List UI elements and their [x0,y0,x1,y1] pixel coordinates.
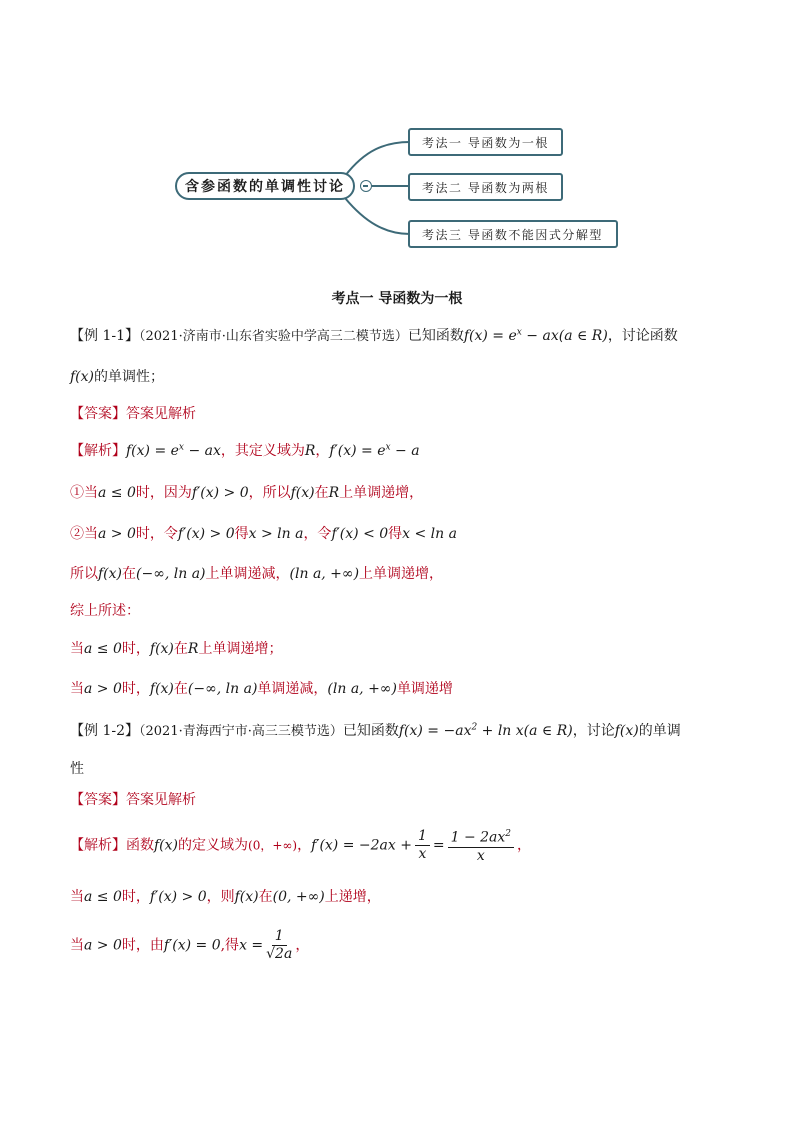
ex1-c2-m2: f′(x) > 0 [177,526,235,542]
ex1-c1-m2: f′(x) > 0 [191,485,249,501]
ex2-source: （2021·青海西宁市·高三三模节选） [139,724,343,739]
ex1-a1-sup2: x [385,442,391,453]
ex2-frac3-den: √2a [266,946,293,962]
ex2-b-m1: a ≤ 0 [84,889,122,905]
collapse-minus-icon[interactable] [360,180,372,192]
ex1-c2-m4: f′(x) < 0 [331,526,389,542]
ex2-analysis-line [70,826,531,865]
ex1-a1-math2b: − a [390,443,420,459]
ex2-a-domain: (0，+∞) [248,838,298,853]
ex1-s1-m2: (−∞, ln a) [136,566,206,582]
ex2-b-t1: 当 [70,889,84,905]
ex2-b-m3: f(x) [234,889,259,905]
ex2-c-m1: a > 0 [84,937,122,954]
ex1-c1-m3: f(x) [290,485,315,501]
ex1-c2-t3: ，令 [303,526,332,542]
ex2-frac2-den: x [476,847,485,864]
ex1-c1-m4: R [328,485,340,501]
mindmap-node-method-1[interactable]: 考法一 导函数为一根 [408,128,563,156]
connector-branch-3 [345,198,410,234]
ex1-stem-line [70,325,678,345]
ex2-func-post: + ln x(a ∈ R) [477,723,573,739]
ex1-result-1 [70,638,282,658]
ex2-frac2-num: 1 − 2ax [450,829,506,846]
ex2-a-t3: ， [297,837,312,854]
section-title: 考点一 导函数为一根 [331,291,463,307]
mindmap-node-method-2[interactable]: 考法二 导函数为两根 [408,173,563,201]
ex1-stem2: 的单调性； [94,369,165,385]
ex2-analysis-tag: 【解析】 [70,837,126,854]
ex1-c1-t1: 时，因为 [135,485,192,501]
ex1-r1-m2: f(x) [149,641,174,657]
connector-branch-1 [345,142,410,176]
ex1-s1-m3: (ln a, +∞) [289,566,360,582]
ex2-stem-mid: ，讨论 [572,723,615,739]
ex1-a1-text1: ，其定义域为 [220,443,305,459]
mindmap-root-node[interactable]: 含参函数的单调性讨论 [175,172,355,200]
ex1-s1-t1: 所以 [70,566,98,582]
ex2-a-t4: ， [517,837,532,854]
ex2-stem-pre: 已知函数 [342,723,399,739]
ex1-a1-math1b: − ax [184,443,221,459]
ex1-c1-t2: ，所以 [248,485,291,501]
ex2-a-t2: 的定义域为 [178,837,249,854]
ex2-b-t2: 时， [121,889,150,905]
ex1-r1-t3: 在 [173,641,188,657]
ex2-stem-line [70,720,681,740]
ex1-r1-t1: 当 [70,641,84,657]
ex1-r2-m1: a > 0 [84,681,122,697]
ex2-stem-m2: f(x) [614,723,639,739]
ex1-tag: 【例 1-1】 [70,328,139,344]
ex1-c1-pre: ①当 [70,485,98,501]
ex1-source: （2021·济南市·山东省实验中学高三二模节选） [139,329,408,344]
ex1-s1-t3: 上单调递减， [205,566,290,582]
ex1-r1-t2: 时， [121,641,150,657]
ex2-frac1-num: 1 [415,828,430,846]
ex1-c1-t3: 在 [314,485,329,501]
ex2-func-sup: 2 [471,722,478,733]
ex1-so-line [70,563,443,583]
ex2-answer: 【答案】答案见解析 [70,792,196,808]
ex2-b-m2: f′(x) > 0 [149,889,207,905]
ex2-frac-1 [415,828,430,863]
ex1-answer: 【答案】答案见解析 [70,406,196,422]
ex1-c2-pre: ②当 [70,526,98,542]
ex2-c-t4: ， [295,937,310,954]
mindmap-node-method-3[interactable]: 考法三 导函数不能因式分解型 [408,220,618,248]
ex1-r2-m2: f(x) [149,681,174,697]
ex2-c-t3: ,得 [220,937,240,954]
ex1-a1-math1: f(x) = e [126,443,179,459]
ex1-r2-t1: 当 [70,681,84,697]
ex2-frac3-num: 1 [272,928,287,946]
ex1-stem-post: ，讨论函数 [607,328,678,344]
ex1-c2-t2: 得 [234,526,249,542]
ex2-c-m3: x = [239,937,264,954]
ex1-r1-t4: 上单调递增； [198,641,283,657]
ex2-stem-line-2: 性 [70,761,84,777]
ex2-a-eq: = [432,837,445,854]
ex1-r1-m1: a ≤ 0 [84,641,122,657]
ex2-frac-2 [448,826,514,865]
ex2-b-m4: (0, +∞) [272,889,325,905]
ex2-b-t5: 上递增， [324,889,381,905]
ex1-s1-t4: 上单调递增， [359,566,444,582]
ex1-c2-t1: 时，令 [135,526,178,542]
ex1-func: f(x) = e [463,328,517,344]
ex1-a1-math2: f′(x) = e [329,443,386,459]
ex2-a-m2: f′(x) = −2ax + [311,837,412,854]
ex2-b-t4: 在 [258,889,273,905]
ex1-func-post: − ax(a ∈ R) [521,328,608,344]
ex2-frac-3 [266,928,292,963]
ex1-r2-t5: 单调递增 [396,681,453,697]
ex2-case2 [70,928,309,963]
ex1-func-sup: x [516,327,522,338]
mindmap-connectors [0,0,794,260]
ex1-c2-m1: a > 0 [98,526,136,542]
ex1-a1-sup: x [178,442,184,453]
ex2-stem-post: 的单调 [638,723,681,739]
ex1-result-2 [70,678,453,698]
ex2-c-m2: f′(x) = 0 [163,937,221,954]
ex1-c1-t4: 上单调递增， [339,485,424,501]
ex1-r2-m3: (−∞, ln a) [187,681,258,697]
ex2-frac2-sup: 2 [505,829,512,839]
ex2-case1 [70,886,381,906]
ex1-summary: 综上所述： [70,603,140,619]
ex1-r2-m4: (ln a, +∞) [327,681,397,697]
ex1-c2-t4: 得 [388,526,403,542]
ex1-c2-m3: x > ln a [248,526,304,542]
ex2-frac1-den: x [418,845,427,862]
ex2-tag: 【例 1-2】 [70,723,139,739]
ex1-s1-m1: f(x) [98,566,123,582]
ex1-a1-R: R [304,443,316,459]
ex1-c2-m5: x < ln a [402,526,457,542]
ex1-stem-line-2 [70,366,164,386]
ex1-r1-m3: R [187,641,199,657]
ex1-stem-pre: 已知函数 [407,328,464,344]
ex2-c-t1: 当 [70,937,84,954]
ex2-c-t2: 时，由 [121,937,164,954]
ex2-func: f(x) = −ax [398,723,472,739]
ex1-a1-sep: ， [315,443,330,459]
ex2-a-m1: f(x) [154,837,179,854]
ex1-case2 [70,523,457,543]
ex1-r2-t2: 时， [121,681,150,697]
ex1-r2-t3: 在 [173,681,188,697]
ex2-b-t3: ，则 [206,889,235,905]
ex1-r2-t4: 单调递减， [257,681,328,697]
ex1-stem2-math: f(x) [70,369,95,385]
ex1-c1-m1: a ≤ 0 [98,485,136,501]
ex1-analysis-tag: 【解析】 [70,443,126,459]
ex2-a-t1: 函数 [126,837,154,854]
ex1-analysis-line [70,440,420,460]
ex1-case1 [70,482,423,502]
ex1-s1-t2: 在 [122,566,137,582]
